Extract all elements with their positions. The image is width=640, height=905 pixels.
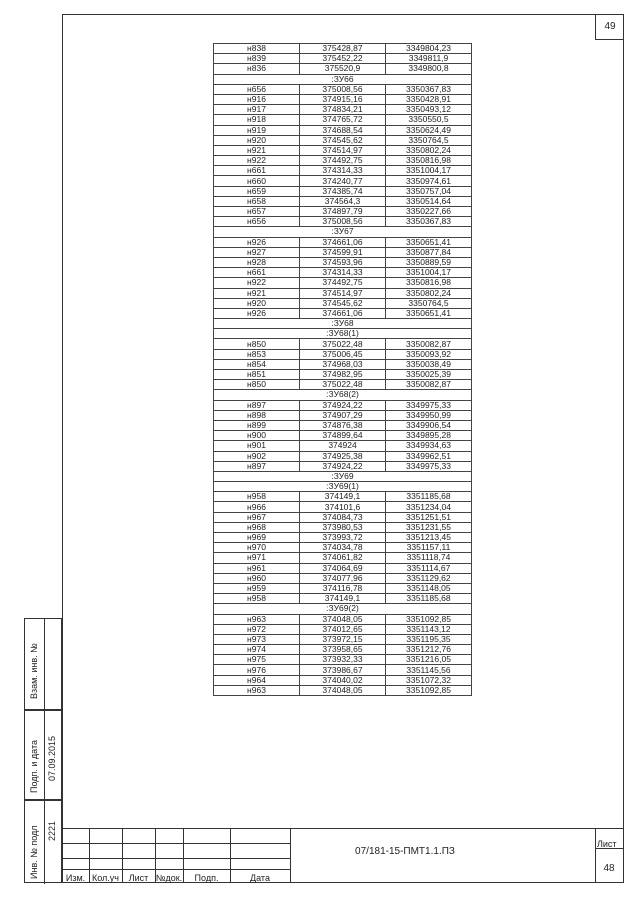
y-coord: 3350367,83 bbox=[386, 84, 472, 94]
sheet-number-top: 49 bbox=[595, 14, 624, 40]
table-row bbox=[214, 461, 472, 471]
x-coord: 374077,96 bbox=[300, 573, 386, 583]
point-id: н975 bbox=[214, 655, 300, 665]
x-coord: 374385,74 bbox=[300, 186, 386, 196]
point-id: н967 bbox=[214, 512, 300, 522]
table-row bbox=[214, 247, 472, 257]
x-coord: 374661,06 bbox=[300, 308, 386, 318]
table-row bbox=[214, 553, 472, 563]
section-row bbox=[214, 390, 472, 400]
podp-date: 07.09.2015 bbox=[47, 735, 57, 781]
section-row bbox=[214, 74, 472, 84]
table-row bbox=[214, 207, 472, 217]
y-coord: 3350082,87 bbox=[386, 380, 472, 390]
y-coord: 3350816,98 bbox=[386, 278, 472, 288]
table-row bbox=[214, 380, 472, 390]
table-row bbox=[214, 420, 472, 430]
x-coord: 375022,48 bbox=[300, 339, 386, 349]
y-coord: 3351004,17 bbox=[386, 268, 472, 278]
stamp-data: Дата bbox=[250, 873, 270, 883]
podp-label: Подп. и дата bbox=[29, 739, 39, 793]
x-coord: 374897,79 bbox=[300, 207, 386, 217]
x-coord: 374545,62 bbox=[300, 298, 386, 308]
point-id: н921 bbox=[214, 288, 300, 298]
section-label: :ЗУ68(2) bbox=[214, 390, 472, 400]
y-coord: 3350802,24 bbox=[386, 145, 472, 155]
table-row bbox=[214, 349, 472, 359]
x-coord: 374968,03 bbox=[300, 359, 386, 369]
section-label: :ЗУ69(1) bbox=[214, 482, 472, 492]
x-coord: 375022,48 bbox=[300, 380, 386, 390]
table-row bbox=[214, 492, 472, 502]
table-row bbox=[214, 339, 472, 349]
inv-value: 2221 bbox=[47, 820, 57, 841]
y-coord: 3350877,84 bbox=[386, 247, 472, 257]
point-id: н958 bbox=[214, 492, 300, 502]
table-row bbox=[214, 665, 472, 675]
table-row bbox=[214, 410, 472, 420]
y-coord: 3350764,5 bbox=[386, 135, 472, 145]
table-row bbox=[214, 135, 472, 145]
table-row bbox=[214, 451, 472, 461]
table-row bbox=[214, 217, 472, 227]
x-coord: 374314,33 bbox=[300, 268, 386, 278]
point-id: н661 bbox=[214, 166, 300, 176]
y-coord: 3350816,98 bbox=[386, 156, 472, 166]
point-id: н660 bbox=[214, 176, 300, 186]
y-coord: 3350757,04 bbox=[386, 186, 472, 196]
y-coord: 3351231,55 bbox=[386, 522, 472, 532]
point-id: н972 bbox=[214, 624, 300, 634]
table-row bbox=[214, 441, 472, 451]
point-id: н970 bbox=[214, 543, 300, 553]
y-coord: 3351216,05 bbox=[386, 655, 472, 665]
x-coord: 374149,1 bbox=[300, 594, 386, 604]
y-coord: 3349934,63 bbox=[386, 441, 472, 451]
section-row bbox=[214, 319, 472, 329]
table-row bbox=[214, 105, 472, 115]
y-coord: 3351195,35 bbox=[386, 634, 472, 644]
point-id: н966 bbox=[214, 502, 300, 512]
point-id: н899 bbox=[214, 420, 300, 430]
table-row bbox=[214, 94, 472, 104]
y-coord: 3351118,74 bbox=[386, 553, 472, 563]
x-coord: 374061,82 bbox=[300, 553, 386, 563]
y-coord: 3350764,5 bbox=[386, 298, 472, 308]
point-id: н920 bbox=[214, 135, 300, 145]
x-coord: 373958,65 bbox=[300, 645, 386, 655]
y-coord: 3351004,17 bbox=[386, 166, 472, 176]
x-coord: 375428,87 bbox=[300, 44, 386, 54]
table-row bbox=[214, 54, 472, 64]
y-coord: 3351213,45 bbox=[386, 533, 472, 543]
table-row bbox=[214, 84, 472, 94]
table-row bbox=[214, 166, 472, 176]
y-coord: 3350038,49 bbox=[386, 359, 472, 369]
point-id: н927 bbox=[214, 247, 300, 257]
y-coord: 3349895,28 bbox=[386, 431, 472, 441]
table-row bbox=[214, 196, 472, 206]
table-row bbox=[214, 543, 472, 553]
y-coord: 3350514,64 bbox=[386, 196, 472, 206]
table-row bbox=[214, 64, 472, 74]
point-id: н968 bbox=[214, 522, 300, 532]
y-coord: 3349906,54 bbox=[386, 420, 472, 430]
y-coord: 3349811,9 bbox=[386, 54, 472, 64]
table-row bbox=[214, 400, 472, 410]
table-row bbox=[214, 573, 472, 583]
point-id: н926 bbox=[214, 237, 300, 247]
x-coord: 373980,53 bbox=[300, 522, 386, 532]
y-coord: 3350651,41 bbox=[386, 308, 472, 318]
table-row bbox=[214, 186, 472, 196]
y-coord: 3350227,66 bbox=[386, 207, 472, 217]
point-id: н920 bbox=[214, 298, 300, 308]
x-coord: 374064,69 bbox=[300, 563, 386, 573]
section-label: :ЗУ67 bbox=[214, 227, 472, 237]
x-coord: 374048,05 bbox=[300, 685, 386, 695]
table-row bbox=[214, 288, 472, 298]
x-coord: 374116,78 bbox=[300, 583, 386, 593]
y-coord: 3350889,59 bbox=[386, 257, 472, 267]
point-id: н918 bbox=[214, 115, 300, 125]
x-coord: 375008,56 bbox=[300, 84, 386, 94]
point-id: н916 bbox=[214, 94, 300, 104]
x-coord: 373932,33 bbox=[300, 655, 386, 665]
table-row bbox=[214, 298, 472, 308]
y-coord: 3350093,92 bbox=[386, 349, 472, 359]
point-id: н854 bbox=[214, 359, 300, 369]
table-row bbox=[214, 308, 472, 318]
point-id: н659 bbox=[214, 186, 300, 196]
table-row bbox=[214, 512, 472, 522]
point-id: н959 bbox=[214, 583, 300, 593]
x-coord: 374564,3 bbox=[300, 196, 386, 206]
point-id: н850 bbox=[214, 339, 300, 349]
x-coord: 375520,9 bbox=[300, 64, 386, 74]
x-coord: 374593,96 bbox=[300, 257, 386, 267]
x-coord: 374899,64 bbox=[300, 431, 386, 441]
point-id: н897 bbox=[214, 400, 300, 410]
point-id: н661 bbox=[214, 268, 300, 278]
x-coord: 374688,54 bbox=[300, 125, 386, 135]
section-label: :ЗУ68(1) bbox=[214, 329, 472, 339]
x-coord: 375006,45 bbox=[300, 349, 386, 359]
point-id: н853 bbox=[214, 349, 300, 359]
table-row bbox=[214, 237, 472, 247]
point-id: н836 bbox=[214, 64, 300, 74]
point-id: н926 bbox=[214, 308, 300, 318]
point-id: н973 bbox=[214, 634, 300, 644]
x-coord: 374048,05 bbox=[300, 614, 386, 624]
x-coord: 374924,22 bbox=[300, 400, 386, 410]
table-row bbox=[214, 502, 472, 512]
table-row bbox=[214, 685, 472, 695]
point-id: н851 bbox=[214, 370, 300, 380]
table-row bbox=[214, 125, 472, 135]
coordinates-table bbox=[213, 43, 472, 696]
x-coord: 374907,29 bbox=[300, 410, 386, 420]
y-coord: 3350624,49 bbox=[386, 125, 472, 135]
x-coord: 374240,77 bbox=[300, 176, 386, 186]
table-row bbox=[214, 370, 472, 380]
x-coord: 374149,1 bbox=[300, 492, 386, 502]
point-id: н928 bbox=[214, 257, 300, 267]
point-id: н656 bbox=[214, 217, 300, 227]
y-coord: 3350550,5 bbox=[386, 115, 472, 125]
y-coord: 3350651,41 bbox=[386, 237, 472, 247]
x-coord: 374034,78 bbox=[300, 543, 386, 553]
point-id: н974 bbox=[214, 645, 300, 655]
y-coord: 3349975,33 bbox=[386, 400, 472, 410]
stamp-list: Лист bbox=[128, 873, 149, 883]
point-id: н898 bbox=[214, 410, 300, 420]
point-id: н976 bbox=[214, 665, 300, 675]
x-coord: 374101,6 bbox=[300, 502, 386, 512]
stamp-ndok: №док. bbox=[155, 873, 183, 883]
y-coord: 3350082,87 bbox=[386, 339, 472, 349]
point-id: н919 bbox=[214, 125, 300, 135]
y-coord: 3351251,51 bbox=[386, 512, 472, 522]
x-coord: 373993,72 bbox=[300, 533, 386, 543]
x-coord: 374925,38 bbox=[300, 451, 386, 461]
x-coord: 374982,95 bbox=[300, 370, 386, 380]
y-coord: 3351143,12 bbox=[386, 624, 472, 634]
point-id: н921 bbox=[214, 145, 300, 155]
point-id: н969 bbox=[214, 533, 300, 543]
table-row bbox=[214, 522, 472, 532]
y-coord: 3351092,85 bbox=[386, 614, 472, 624]
point-id: н900 bbox=[214, 431, 300, 441]
x-coord: 374915,16 bbox=[300, 94, 386, 104]
sheet-number-bottom: 48 bbox=[603, 863, 615, 874]
table-row bbox=[214, 645, 472, 655]
point-id: н922 bbox=[214, 156, 300, 166]
x-coord: 374661,06 bbox=[300, 237, 386, 247]
x-coord: 374084,73 bbox=[300, 512, 386, 522]
section-label: :ЗУ66 bbox=[214, 74, 472, 84]
y-coord: 3349950,99 bbox=[386, 410, 472, 420]
x-coord: 374599,91 bbox=[300, 247, 386, 257]
point-id: н657 bbox=[214, 207, 300, 217]
y-coord: 3351185,68 bbox=[386, 594, 472, 604]
point-id: н963 bbox=[214, 614, 300, 624]
point-id: н922 bbox=[214, 278, 300, 288]
table-row bbox=[214, 533, 472, 543]
y-coord: 3351114,67 bbox=[386, 563, 472, 573]
x-coord: 374492,75 bbox=[300, 278, 386, 288]
section-label: :ЗУ69 bbox=[214, 471, 472, 481]
table-row bbox=[214, 563, 472, 573]
inv-label: Инв. № подл bbox=[29, 825, 39, 879]
y-coord: 3349800,8 bbox=[386, 64, 472, 74]
x-coord: 374492,75 bbox=[300, 156, 386, 166]
point-id: н964 bbox=[214, 675, 300, 685]
table-row bbox=[214, 634, 472, 644]
x-coord: 374545,62 bbox=[300, 135, 386, 145]
x-coord: 374040,02 bbox=[300, 675, 386, 685]
y-coord: 3351234,04 bbox=[386, 502, 472, 512]
y-coord: 3350493,12 bbox=[386, 105, 472, 115]
table-row bbox=[214, 44, 472, 54]
y-coord: 3349804,23 bbox=[386, 44, 472, 54]
point-id: н971 bbox=[214, 553, 300, 563]
table-row bbox=[214, 268, 472, 278]
point-id: н838 bbox=[214, 44, 300, 54]
y-coord: 3349962,51 bbox=[386, 451, 472, 461]
y-coord: 3350428,91 bbox=[386, 94, 472, 104]
section-row bbox=[214, 329, 472, 339]
section-label: :ЗУ68 bbox=[214, 319, 472, 329]
vzam-label: Взам. инв. № bbox=[29, 643, 39, 699]
y-coord: 3351129,62 bbox=[386, 573, 472, 583]
point-id: н656 bbox=[214, 84, 300, 94]
y-coord: 3350025,39 bbox=[386, 370, 472, 380]
x-coord: 374924,22 bbox=[300, 461, 386, 471]
table-row bbox=[214, 583, 472, 593]
x-coord: 374514,97 bbox=[300, 145, 386, 155]
point-id: н839 bbox=[214, 54, 300, 64]
x-coord: 374765,72 bbox=[300, 115, 386, 125]
point-id: н917 bbox=[214, 105, 300, 115]
y-coord: 3351185,68 bbox=[386, 492, 472, 502]
table-row bbox=[214, 115, 472, 125]
x-coord: 374924 bbox=[300, 441, 386, 451]
point-id: н902 bbox=[214, 451, 300, 461]
section-row bbox=[214, 471, 472, 481]
table-row bbox=[214, 624, 472, 634]
left-sidebar bbox=[24, 618, 62, 883]
table-row bbox=[214, 359, 472, 369]
vzam-cell bbox=[24, 618, 62, 710]
stamp-koluch: Кол.уч bbox=[92, 873, 119, 883]
table-row bbox=[214, 156, 472, 166]
stamp-podp: Подп. bbox=[194, 873, 219, 883]
x-coord: 374834,21 bbox=[300, 105, 386, 115]
y-coord: 3351092,85 bbox=[386, 685, 472, 695]
y-coord: 3351148,05 bbox=[386, 583, 472, 593]
x-coord: 374012,65 bbox=[300, 624, 386, 634]
podp-cell bbox=[24, 710, 62, 800]
x-coord: 374514,97 bbox=[300, 288, 386, 298]
y-coord: 3351072,32 bbox=[386, 675, 472, 685]
table-row bbox=[214, 176, 472, 186]
stamp-izm: Изм. bbox=[65, 873, 86, 883]
y-coord: 3350367,83 bbox=[386, 217, 472, 227]
point-id: н658 bbox=[214, 196, 300, 206]
x-coord: 374876,38 bbox=[300, 420, 386, 430]
inv-cell bbox=[24, 800, 62, 883]
point-id: н958 bbox=[214, 594, 300, 604]
table-row bbox=[214, 431, 472, 441]
point-id: н960 bbox=[214, 573, 300, 583]
table-row bbox=[214, 278, 472, 288]
y-coord: 3349975,33 bbox=[386, 461, 472, 471]
x-coord: 373972,15 bbox=[300, 634, 386, 644]
table-row bbox=[214, 655, 472, 665]
x-coord: 373986,67 bbox=[300, 665, 386, 675]
section-row bbox=[214, 227, 472, 237]
list-label: Лист bbox=[597, 839, 617, 849]
x-coord: 374314,33 bbox=[300, 166, 386, 176]
point-id: н901 bbox=[214, 441, 300, 451]
document-number: 07/181-15-ПМТ1.1.ПЗ bbox=[355, 846, 455, 857]
table-row bbox=[214, 675, 472, 685]
point-id: н961 bbox=[214, 563, 300, 573]
table-row bbox=[214, 257, 472, 267]
point-id: н963 bbox=[214, 685, 300, 695]
y-coord: 3350974,61 bbox=[386, 176, 472, 186]
point-id: н850 bbox=[214, 380, 300, 390]
section-label: :ЗУ69(2) bbox=[214, 604, 472, 614]
x-coord: 375008,56 bbox=[300, 217, 386, 227]
y-coord: 3351145,56 bbox=[386, 665, 472, 675]
table-row bbox=[214, 614, 472, 624]
y-coord: 3351157,11 bbox=[386, 543, 472, 553]
table-row bbox=[214, 145, 472, 155]
y-coord: 3350802,24 bbox=[386, 288, 472, 298]
table-row bbox=[214, 594, 472, 604]
y-coord: 3351212,76 bbox=[386, 645, 472, 655]
x-coord: 375452,22 bbox=[300, 54, 386, 64]
section-row bbox=[214, 482, 472, 492]
point-id: н897 bbox=[214, 461, 300, 471]
section-row bbox=[214, 604, 472, 614]
